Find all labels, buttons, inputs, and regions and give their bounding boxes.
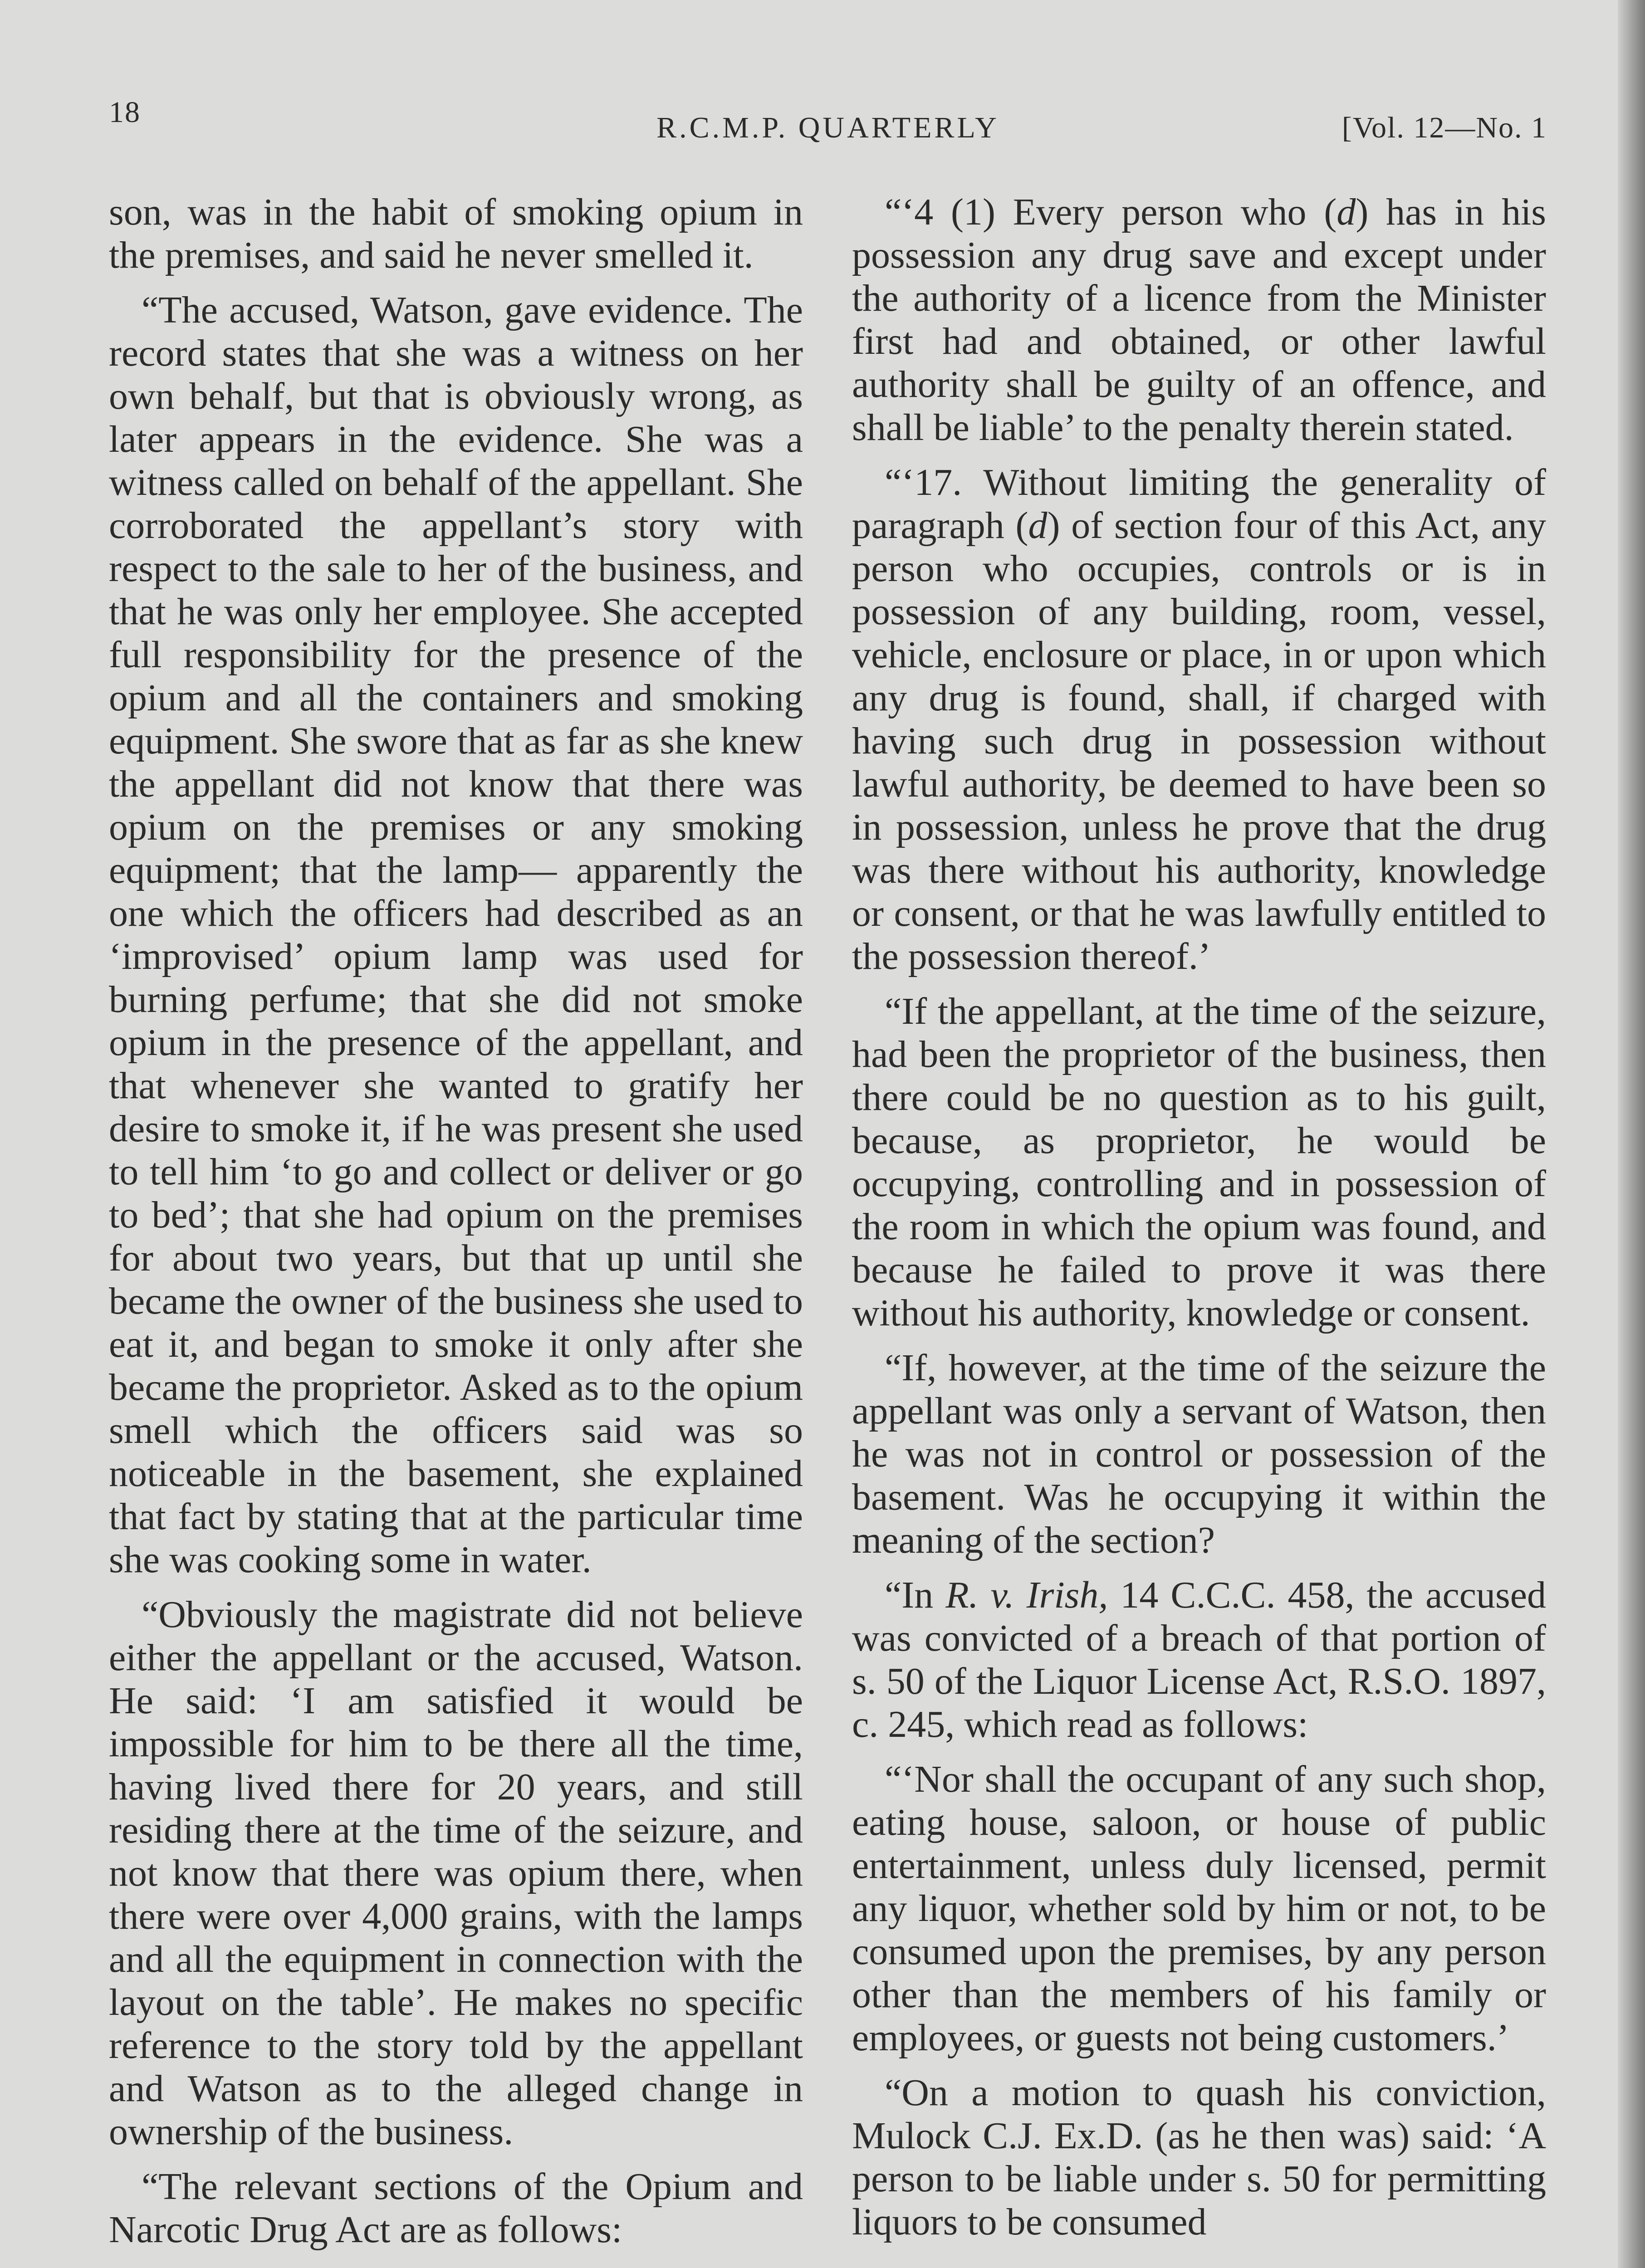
volume-number: [Vol. 12—No. 1 (1341, 111, 1547, 144)
paragraph: son, was in the habit of smoking opium in the premises, and said he never smelled it. (109, 191, 803, 276)
left-column (109, 191, 803, 2263)
paragraph-section-17: “‘17. Without limiting the generality of paragraph (d) of section four of this Act, any person who occupies, controls or is in possession of any building, room, vessel, vehicle, enclosure or place, in or upon which any drug is found, shall, if charged with having such drug in possession without lawful authority, be deemed to have been so in possession, unless he prove that the drug was there without his authority, knowledge or consent, or that he was lawfully entitled to the possession thereof.’ (852, 461, 1546, 978)
paragraph: “Obviously the magistrate did not believe either the appellant or the accused, Watson. He said: ‘I am satisfied it would be impossible for him to be there all the time, having lived there for 20 years, and still residing there at the time of the seizure, and not know that there was opium there, when there were over 4,000 grains, with the lamps and all the equipment in connection with the layout on the table’. He makes no specific reference to the story told by the appellant and Watson as to the alleged change in ownership of the business. (109, 1593, 803, 2153)
case-name: R. v. Irish, (945, 1574, 1108, 1616)
paragraph: “The relevant sections of the Opium and Narcotic Drug Act are as follows: (109, 2165, 803, 2251)
paragraph-section-4: “‘4 (1) Every person who (d) has in his possession any drug save and except under the authority of a licence from the Minister first had and obtained, or other lawful authority shall be guilty of an offence, and shall be liable’ to the penalty therein stated. (852, 191, 1546, 449)
paragraph-case-citation: “In R. v. Irish, 14 C.C.C. 458, the accused was convicted of a breach of that portion of s. 50 of the Liquor License Act, R.S.O. 1897, c. 245, which read as follows: (852, 1574, 1546, 1745)
italic-letter: d (1337, 191, 1356, 233)
paragraph: “If, however, at the time of the seizure the appellant was only a servant of Watson, then he was not in control or possession of the basement. Was he occupying it within the meaning of the section? (852, 1347, 1546, 1561)
paragraph: “On a motion to quash his conviction, Mulock C.J. Ex.D. (as he then was) said: ‘A person to be liable under s. 50 for permitting liquors to be consumed (852, 2072, 1546, 2243)
paragraph: “The accused, Watson, gave evidence. The record states that she was a witness on her own behalf, but that is obviously wrong, as later appears in the evidence. She was a witness called on behalf of the appellant. She corroborated the appellant’s story with respect to the sale to her of the business, and that he was only her employee. She accepted full responsibility for the presence of the opium and all the containers and smoking equipment. She swore that as far as she knew the appellant did not know that there was opium on the premises or any smoking equipment; that the lamp— apparently the one which the officers had described as an ‘improvised’ opium lamp was used for burning perfume; that she did not smoke opium in the presence of the appellant, and that whenever she wanted to gratify her desire to smoke it, if he was present she used to tell him ‘to go and collect or deliver or go to bed’; that she had opium on the premises for about two years, but that up until she became the owner of the business she used to eat it, and began to smoke it only after she became the proprietor. Asked as to the opium smell which the officers said was so noticeable in the basement, she explained that fact by stating that at the particular time she was cooking some in water. (109, 289, 803, 1581)
italic-letter: d (1028, 504, 1048, 547)
right-column (852, 191, 1546, 2255)
running-header (109, 95, 1547, 145)
page-number: 18 (109, 96, 141, 129)
journal-title: R.C.M.P. QUARTERLY (656, 111, 999, 144)
paragraph: “If the appellant, at the time of the seizure, had been the proprietor of the business, then there could be no question as to his guilt, because, as proprietor, he would be occupying, controlling and in possession of the room in which the opium was found, and because he failed to prove it was there without his authority, knowledge or consent. (852, 990, 1546, 1334)
paragraph-quote: “‘Nor shall the occupant of any such shop, eating house, saloon, or house of public entertainment, unless duly licensed, permit any liquor, whether sold by him or not, to be consumed upon the premises, by any person other than the members of his family or employees, or guests not being customers.’ (852, 1758, 1546, 2059)
page-edge-shadow (1618, 0, 1645, 2268)
